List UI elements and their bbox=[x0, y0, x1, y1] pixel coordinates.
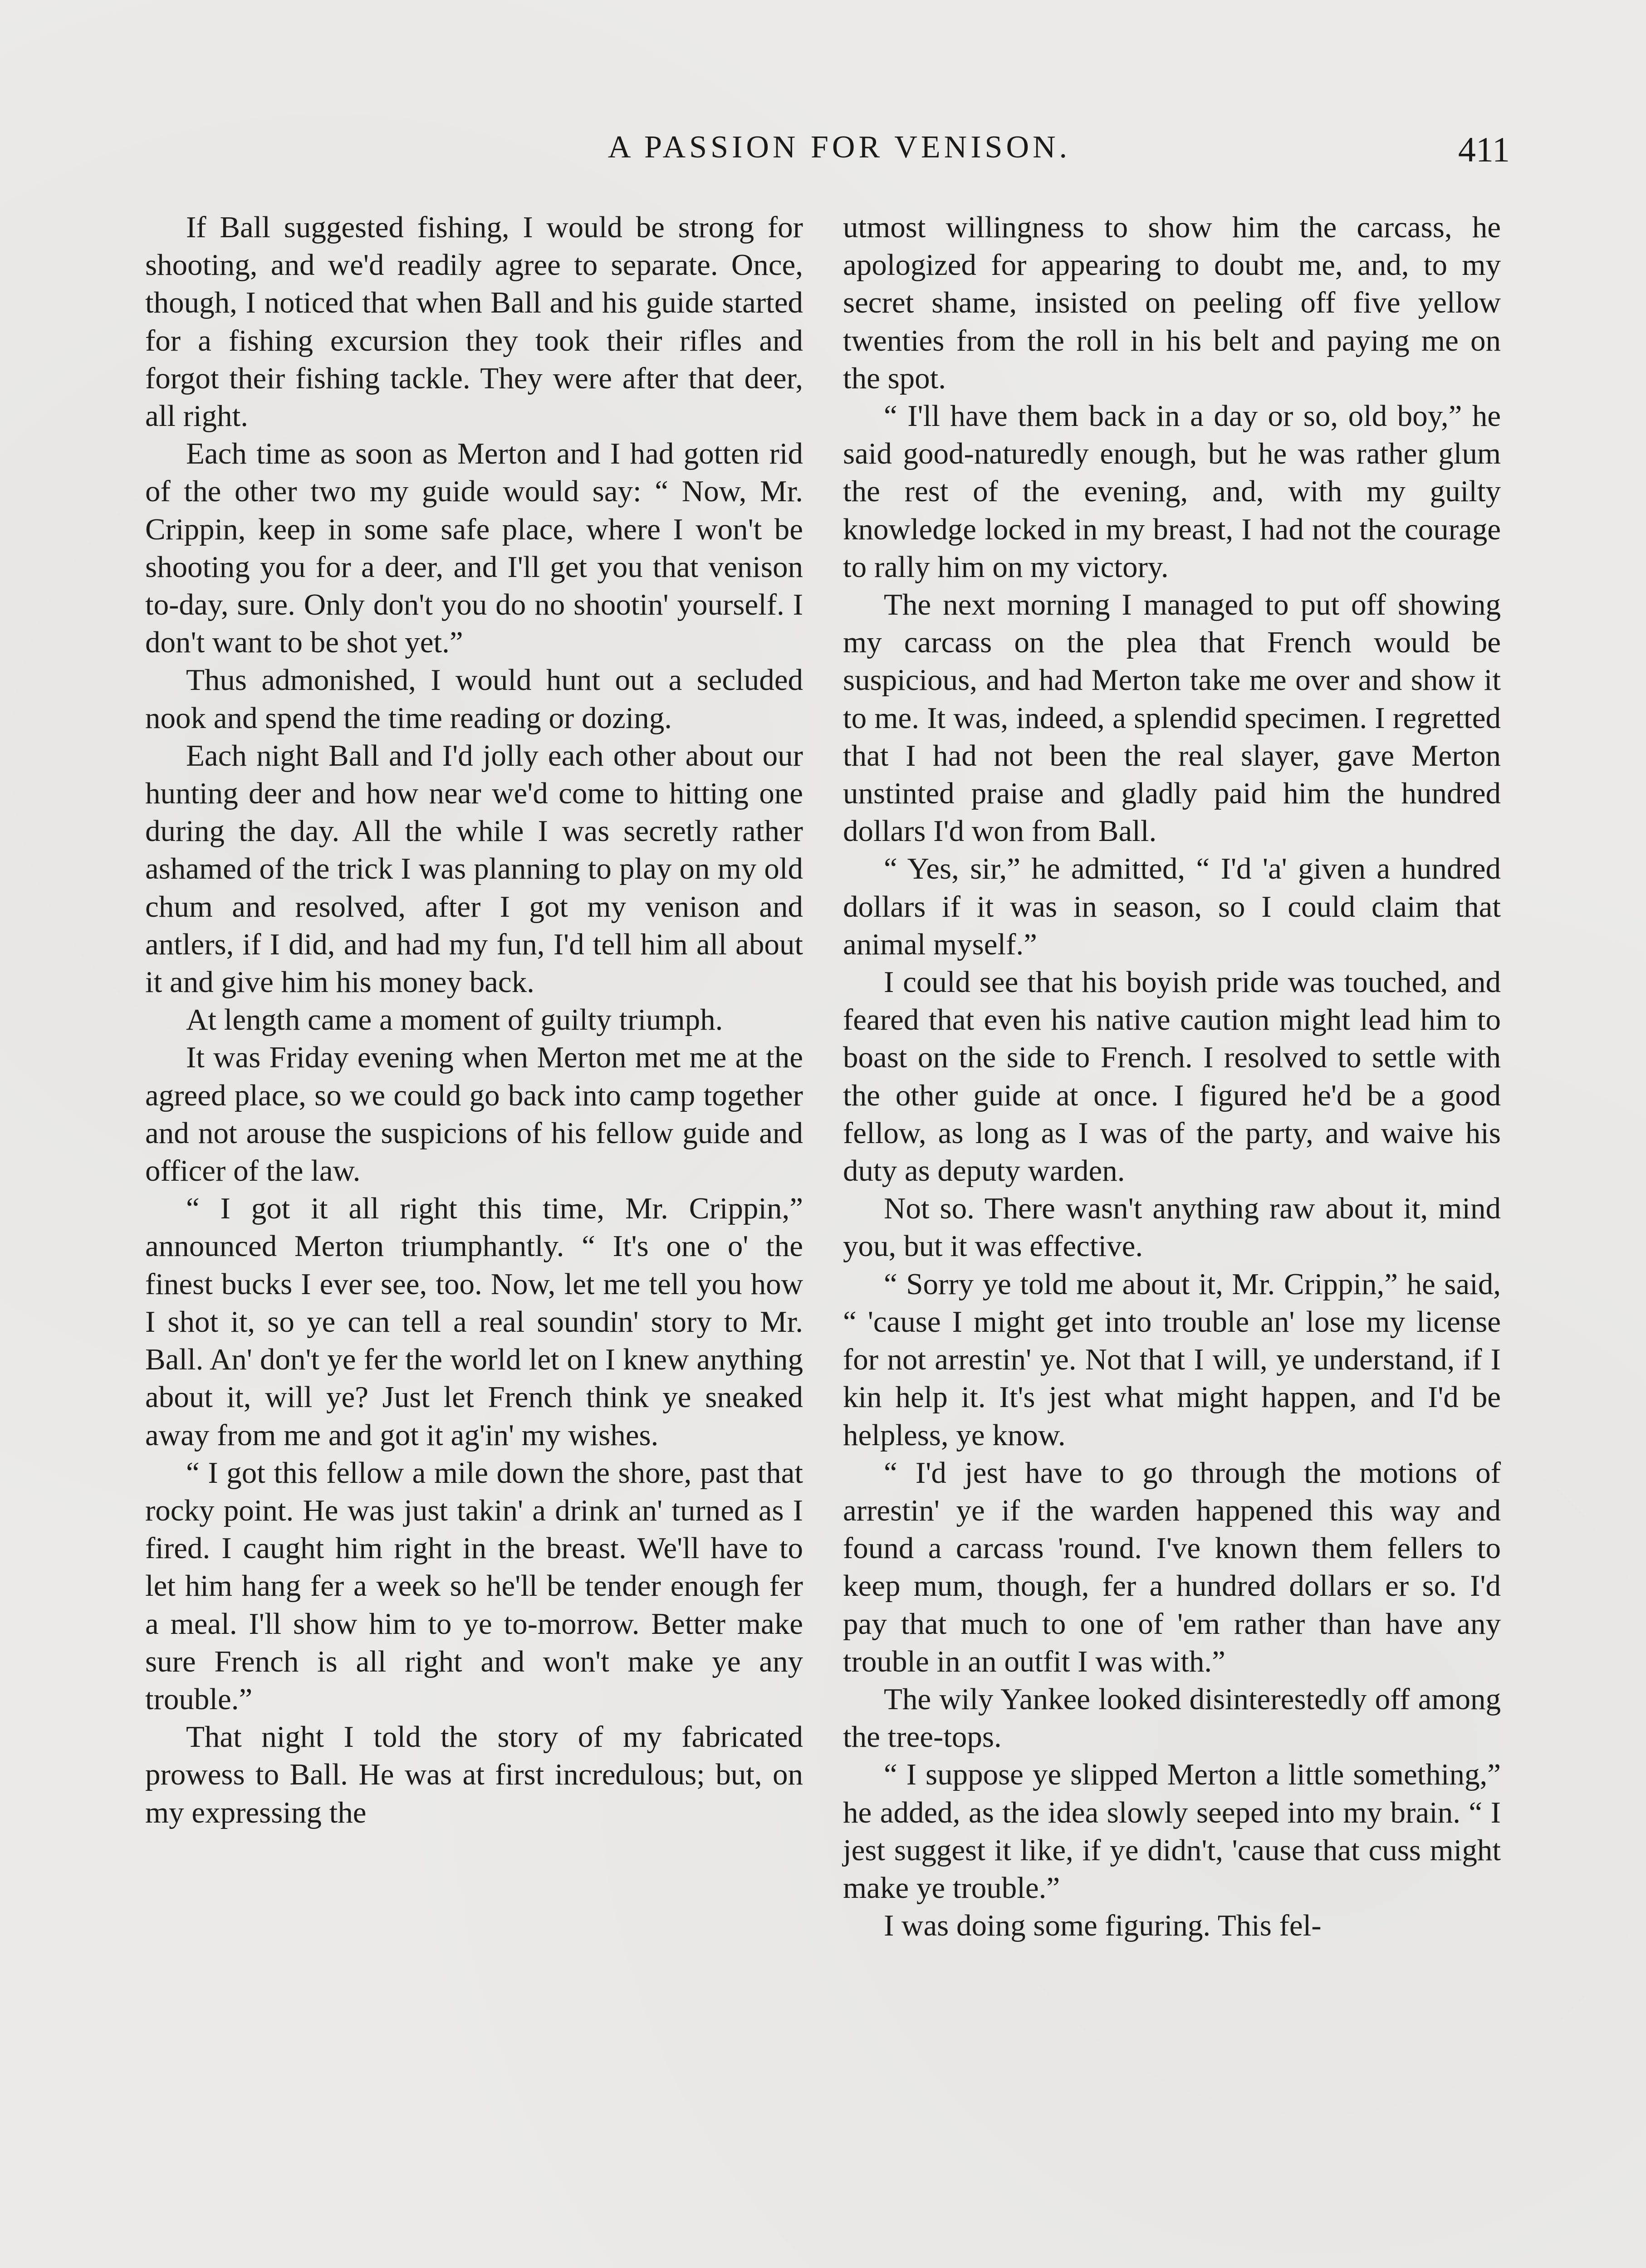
paragraph-continued: utmost willingness to show him the carcass, he apologized for appearing to doubt me, and, to my secret shame, insisted on peeling off five yellow twenties from the roll in his belt and paying me on the spot. bbox=[843, 210, 1501, 395]
paragraph: “ I got it all right this time, Mr. Crippin,” announced Merton triumphantly. “ It's one o' the finest bucks I ever see, too. Now, let me tell you how I shot it, so ye can tell a real soundin' story to Mr. Ball. An' don't ye fer the world let on I knew anything about it, will ye? Just let French think ye sneaked away from me and got it ag'in' my wishes. bbox=[145, 1192, 803, 1452]
left-column bbox=[145, 209, 803, 1832]
paragraph: Thus admonished, I would hunt out a secluded nook and spend the time reading or dozing. bbox=[145, 663, 803, 735]
page-number: 411 bbox=[1458, 130, 1510, 169]
paragraph: Each night Ball and I'd jolly each other about our hunting deer and how near we'd come to hitting one during the day. All the while I was secretly rather ashamed of the trick I was planning to play on my old chum and resolved, after I got my venison and antlers, if I did, and had my fun, I'd tell him all about it and give him his money back. bbox=[145, 738, 803, 999]
right-column bbox=[843, 209, 1501, 1945]
paragraph: If Ball suggested fishing, I would be strong for shooting, and we'd readily agree to separate. Once, though, I noticed that when Ball and his guide started for a fishing excursion they took their rifles and forgot their fishing tackle. They were after that deer, all right. bbox=[145, 210, 803, 433]
paragraph: “ Sorry ye told me about it, Mr. Crippin,” he said, “ 'cause I might get into trouble an' lose my license for not arrestin' ye. Not that I will, ye understand, if I kin help it. It's jest what might happen, and I'd be helpless, ye know. bbox=[843, 1267, 1501, 1452]
paragraph: I could see that his boyish pride was touched, and feared that even his native caution might lead him to boast on the side to French. I resolved to settle with the other guide at once. I figured he'd be a good fellow, as long as I was of the party, and waive his duty as deputy warden. bbox=[843, 965, 1501, 1188]
paragraph: Each time as soon as Merton and I had gotten rid of the other two my guide would say: “ Now, Mr. Crippin, keep in some safe place, where I won't be shooting you for a deer, and I'll get you that venison to-day, sure. Only don't you do no shootin' yourself. I don't want to be shot yet.” bbox=[145, 437, 803, 660]
paragraph: “ Yes, sir,” he admitted, “ I'd 'a' given a hundred dollars if it was in season, so I could claim that animal myself.” bbox=[843, 852, 1501, 961]
paragraph: “ I got this fellow a mile down the shore, past that rocky point. He was just takin' a drink an' turned as I fired. I caught him right in the breast. We'll have to let him hang fer a week so he'll be tender enough fer a meal. I'll show him to ye to-morrow. Better make sure French is all right and won't make ye any trouble.” bbox=[145, 1456, 803, 1716]
paragraph: I was doing some figuring. This fel- bbox=[884, 1909, 1322, 1943]
paragraph: “ I'll have them back in a day or so, old boy,” he said good-naturedly enough, but he was rather glum the rest of the evening, and, with my guilty knowledge locked in my breast, I had not the courage to rally him on my victory. bbox=[843, 399, 1501, 584]
paragraph: It was Friday evening when Merton met me at the agreed place, so we could go back into camp together and not arouse the suspicions of his fellow guide and officer of the law. bbox=[145, 1041, 803, 1188]
paragraph: “ I'd jest have to go through the motions of arrestin' ye if the warden happened this way and found a carcass 'round. I've known them fellers to keep mum, though, fer a hundred dollars er so. I'd pay that much to one of 'em rather than have any trouble in an outfit I was with.” bbox=[843, 1456, 1501, 1678]
paragraph: That night I told the story of my fabricated prowess to Ball. He was at first incredulous; but, on my expressing the bbox=[145, 1720, 803, 1829]
paragraph: The wily Yankee looked disinterestedly off among the tree-tops. bbox=[843, 1682, 1501, 1754]
paragraph: “ I suppose ye slipped Merton a little something,” he added, as the idea slowly seeped into my brain. “ I jest suggest it like, if ye didn't, 'cause that cuss might make ye trouble.” bbox=[843, 1758, 1501, 1905]
running-title: A PASSION FOR VENISON. bbox=[607, 130, 1071, 165]
paragraph: Not so. There wasn't anything raw about it, mind you, but it was effective. bbox=[843, 1192, 1501, 1263]
paragraph: The next morning I managed to put off showing my carcass on the plea that French would be suspicious, and had Merton take me over and show it to me. It was, indeed, a splendid specimen. I regretted that I had not been the real slayer, gave Merton unstinted praise and gladly paid him the hundred dollars I'd won from Ball. bbox=[843, 588, 1501, 848]
paragraph: At length came a moment of guilty triumph. bbox=[186, 1003, 723, 1037]
